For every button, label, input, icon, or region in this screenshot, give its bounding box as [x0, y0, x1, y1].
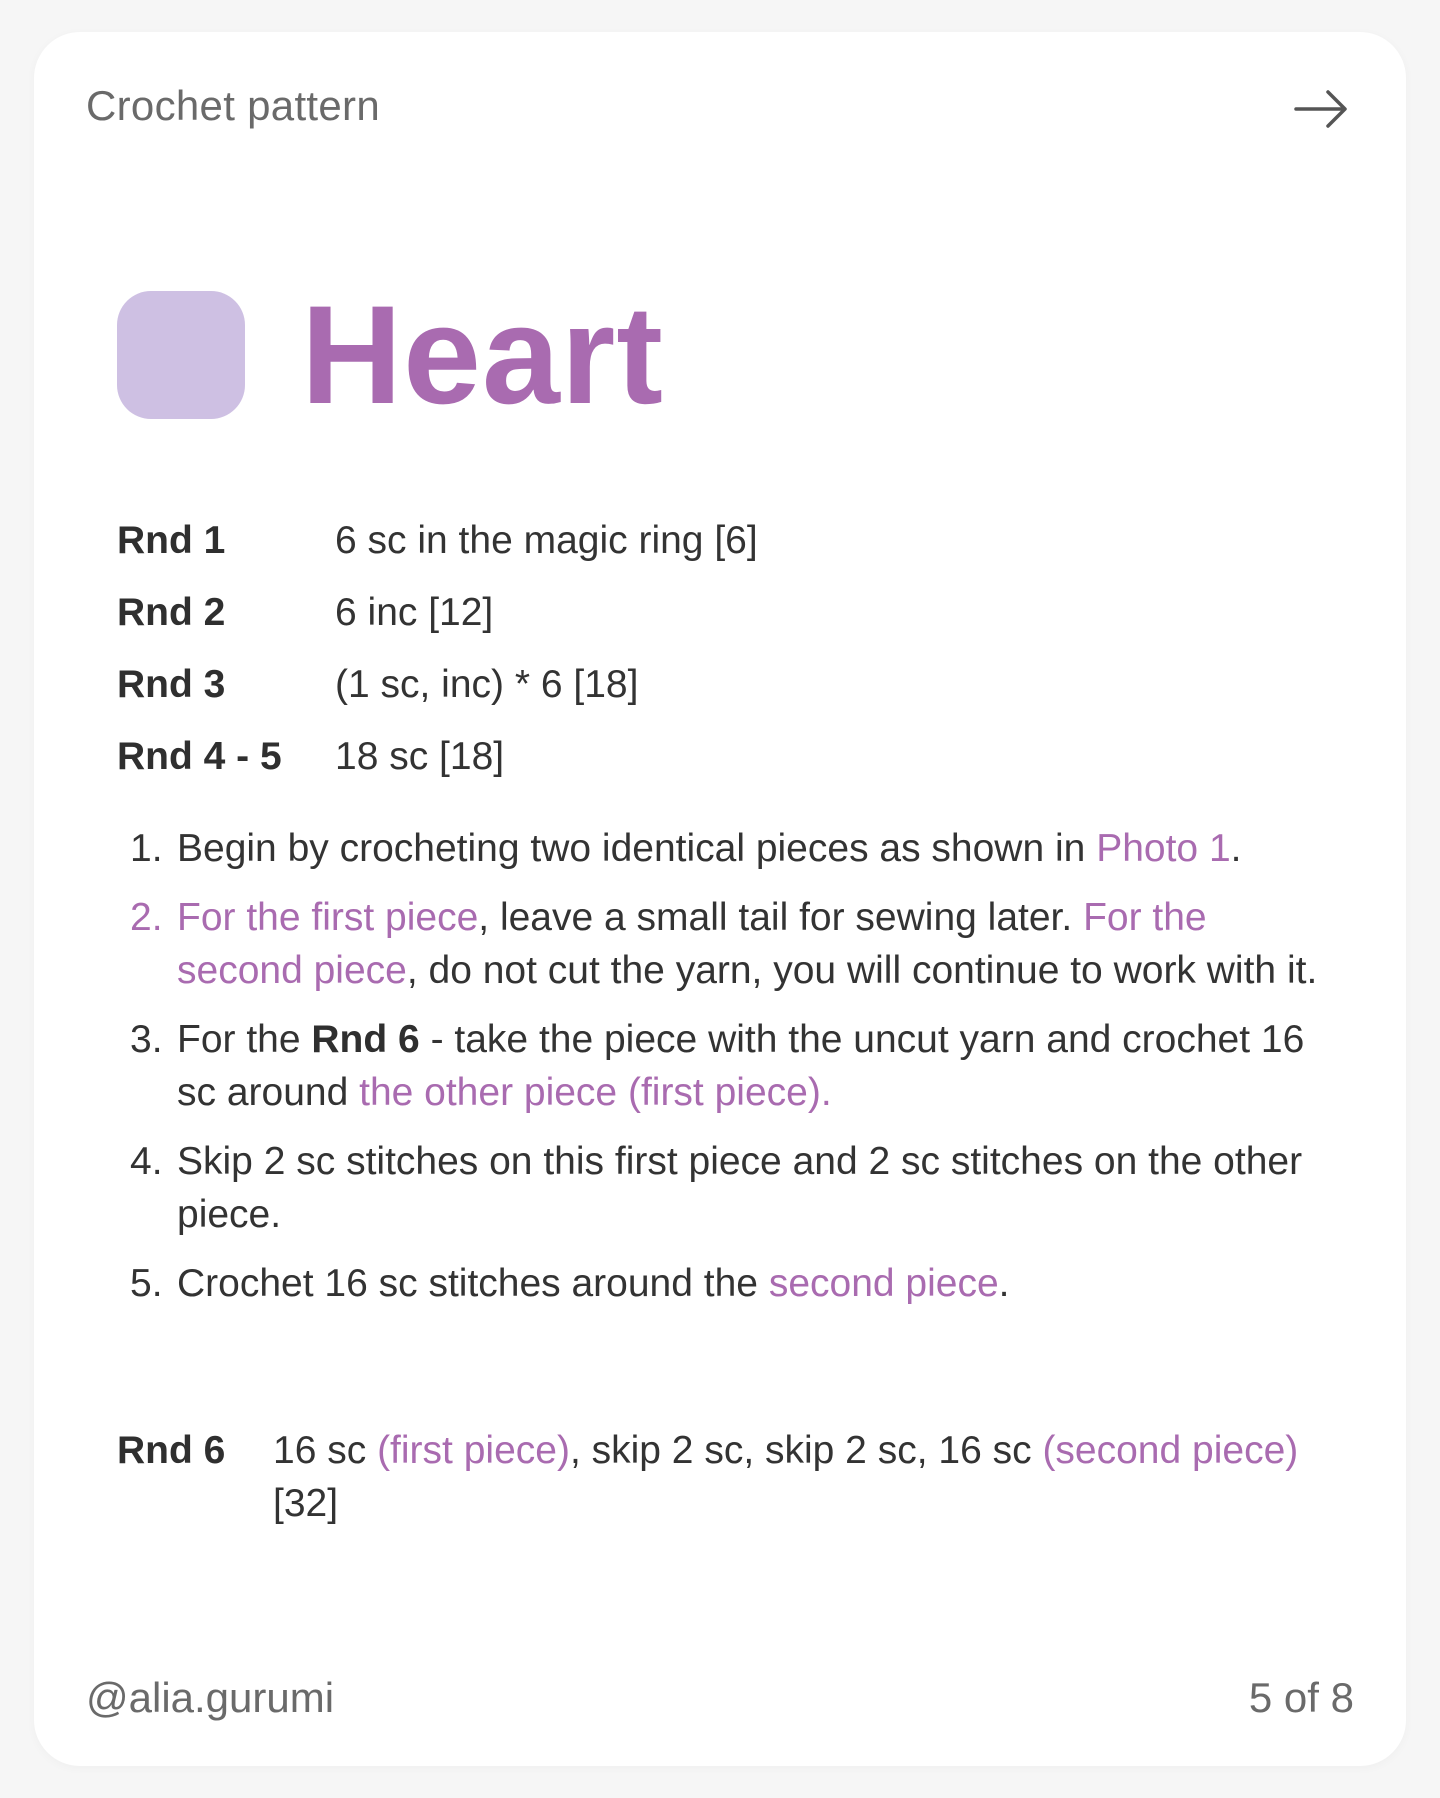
round-label: Rnd 1 — [117, 519, 226, 562]
step-item — [130, 1135, 1330, 1241]
step-highlight: the other piece (first piece). — [359, 1071, 832, 1114]
round-row — [117, 505, 1317, 577]
page-title: Heart — [301, 276, 664, 433]
round-row — [117, 577, 1317, 649]
step-bold: Rnd 6 — [311, 1018, 420, 1061]
step-text-part: For the — [177, 1018, 312, 1061]
header-label: Crochet pattern — [86, 82, 380, 129]
step-text-part: Begin by crocheting two identical pieces as shown in — [177, 827, 1097, 870]
round-highlight: (second piece) — [1042, 1429, 1299, 1472]
step-item — [130, 822, 1330, 875]
round-text-part: [32] — [273, 1482, 339, 1525]
round-text-part: , skip 2 sc, skip 2 sc, 16 sc — [569, 1429, 1043, 1472]
step-number: 3. — [130, 1018, 163, 1061]
step-text — [177, 822, 1330, 875]
color-swatch — [117, 291, 245, 419]
step-text-part: . — [1230, 827, 1242, 870]
step-text — [177, 1257, 1330, 1310]
step-text-part: Crochet 16 sc stitches around the — [177, 1262, 769, 1305]
round-label: Rnd 4 - 5 — [117, 735, 282, 778]
step-text-part: . — [998, 1262, 1010, 1305]
title-row — [117, 276, 664, 433]
step-number: 4. — [130, 1140, 163, 1183]
round-instruction: 6 inc [12] — [335, 591, 494, 634]
steps-list — [130, 822, 1330, 1326]
round-text-part: 16 sc — [273, 1429, 378, 1472]
step-text-part: - take the piece with the uncut yarn and crochet 16 sc around — [177, 1018, 1305, 1114]
author-handle: @alia.gurumi — [86, 1674, 335, 1721]
step-number: 5. — [130, 1262, 163, 1305]
round-instruction: 6 sc in the magic ring [6] — [335, 519, 758, 562]
step-item — [130, 891, 1330, 997]
round-row — [117, 649, 1317, 721]
step-highlight: second piece — [768, 1262, 999, 1305]
round-instruction: 18 sc [18] — [335, 735, 505, 778]
step-highlight: For the second piece — [177, 896, 1207, 992]
step-number: 2. — [130, 896, 163, 939]
step-text — [177, 891, 1330, 997]
arrow-right-icon[interactable] — [1290, 78, 1352, 140]
step-text — [177, 1013, 1330, 1119]
step-item — [130, 1013, 1330, 1119]
step-number: 1. — [130, 827, 163, 870]
step-text-part: , leave a small tail for sewing later. — [478, 896, 1084, 939]
round-label: Rnd 2 — [117, 591, 226, 634]
round-label: Rnd 3 — [117, 663, 226, 706]
step-text — [177, 1135, 1330, 1241]
step-item — [130, 1257, 1330, 1310]
step-text-part: , do not cut the yarn, you will continue to work with it. — [406, 949, 1318, 992]
round-row — [117, 721, 1317, 793]
step-text-part: Skip 2 sc stitches on this first piece and 2 sc stitches on the other piece. — [177, 1140, 1303, 1236]
round-instruction — [273, 1424, 1337, 1530]
round-highlight: (first piece) — [377, 1429, 570, 1472]
rounds-list — [117, 505, 1317, 793]
page-indicator: 5 of 8 — [1248, 1674, 1354, 1721]
final-round-row — [117, 1424, 1337, 1530]
photo-reference: Photo 1 — [1096, 827, 1231, 870]
step-highlight: For the first piece — [177, 896, 479, 939]
round-instruction: (1 sc, inc) * 6 [18] — [335, 663, 639, 706]
round-label: Rnd 6 — [117, 1429, 226, 1472]
